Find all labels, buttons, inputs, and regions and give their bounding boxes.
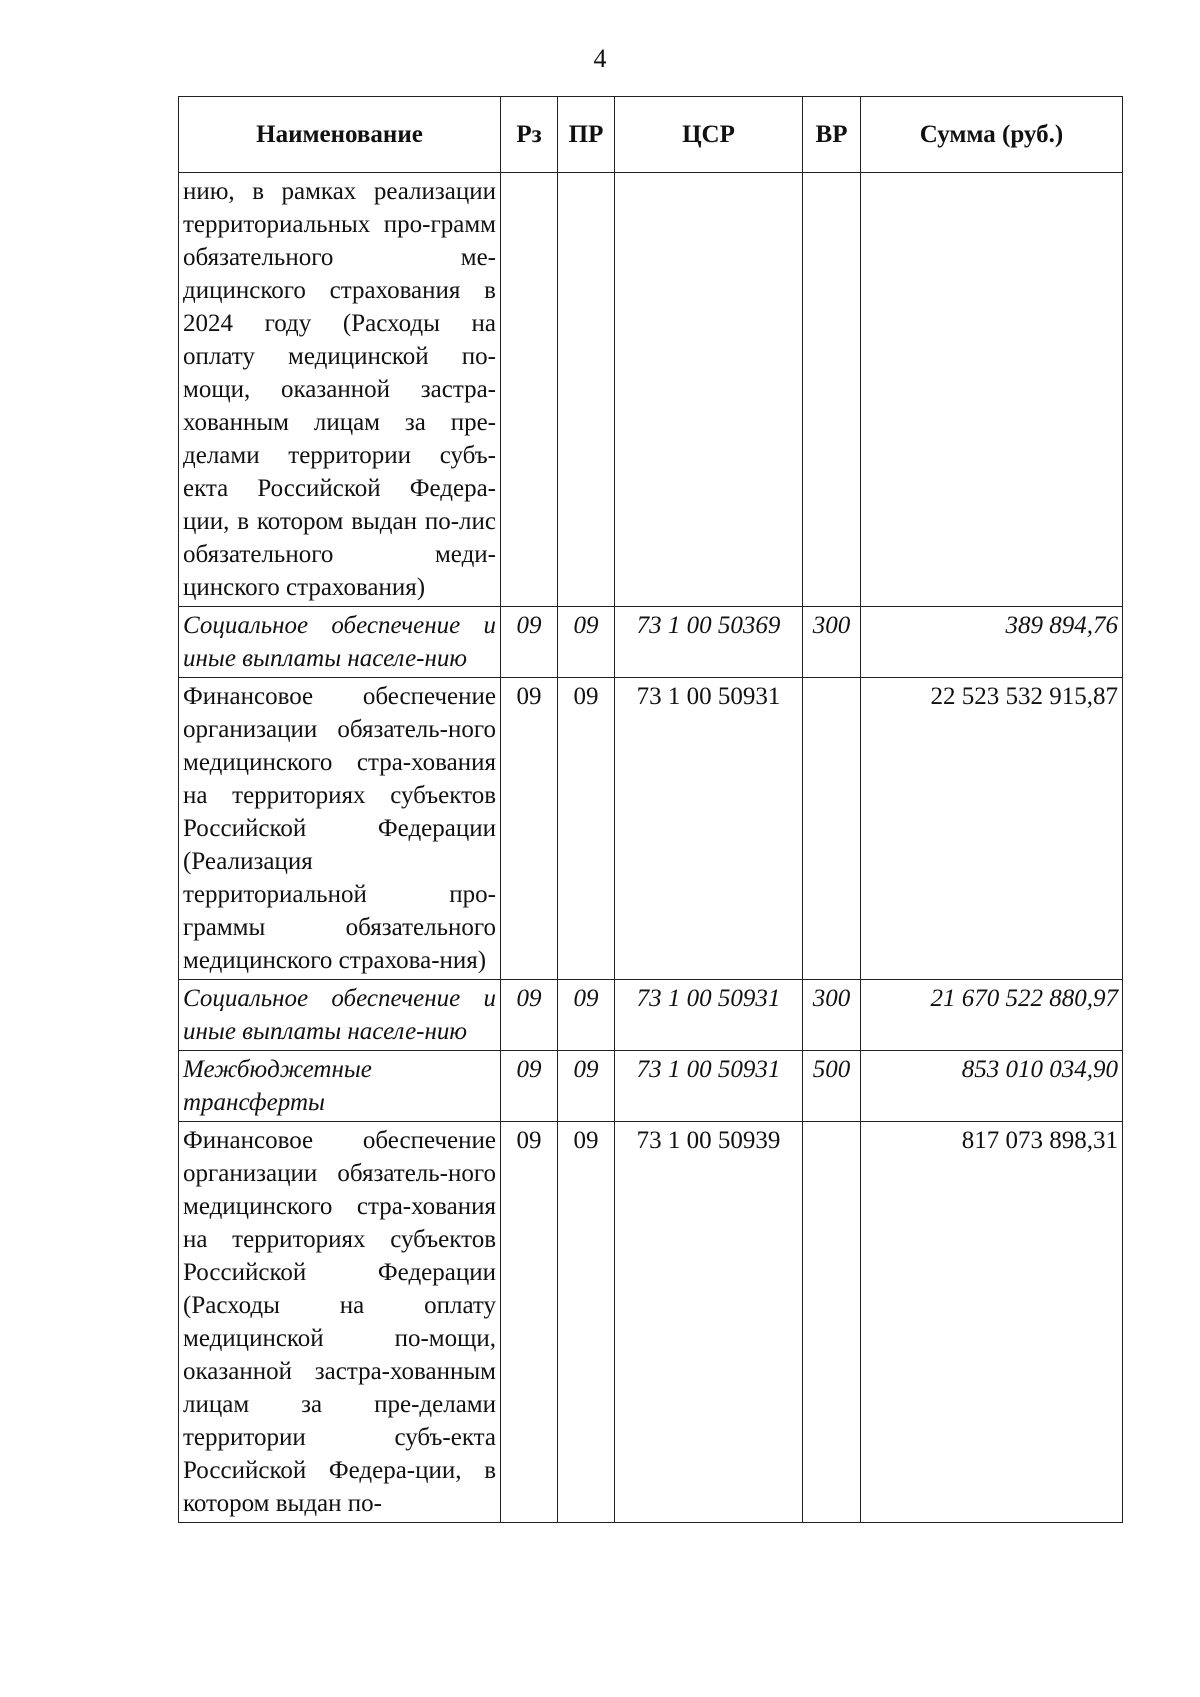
cell-pr: 09	[558, 980, 615, 1051]
cell-rz: 09	[501, 1122, 558, 1523]
cell-pr: 09	[558, 678, 615, 980]
header-csr: ЦСР	[615, 97, 803, 173]
cell-vr	[803, 678, 861, 980]
cell-rz: 09	[501, 607, 558, 678]
cell-name: Социальное обеспечение и иные выплаты населе-нию	[179, 607, 501, 678]
cell-sum: 21 670 522 880,97	[861, 980, 1123, 1051]
cell-name: Социальное обеспечение и иные выплаты населе-нию	[179, 980, 501, 1051]
table-row	[179, 173, 1123, 607]
cell-rz: 09	[501, 678, 558, 980]
page-number: 4	[593, 44, 607, 73]
cell-csr: 73 1 00 50931	[615, 1051, 803, 1122]
cell-csr: 73 1 00 50369	[615, 607, 803, 678]
cell-vr	[803, 173, 861, 607]
budget-table	[178, 96, 1123, 1523]
cell-sum: 22 523 532 915,87	[861, 678, 1123, 980]
cell-csr	[615, 173, 803, 607]
header-name: Наименование	[179, 97, 501, 173]
cell-rz	[501, 173, 558, 607]
table-row	[179, 1122, 1123, 1523]
table-row	[179, 607, 1123, 678]
header-sum: Сумма (руб.)	[861, 97, 1123, 173]
cell-name: Финансовое обеспечение организации обязатель-ного медицинского стра-хования на территориях субъектов Российской Федерации (Реализация территориальной про-граммы обязательного медицинского страхова-ния)	[179, 678, 501, 980]
table-row	[179, 980, 1123, 1051]
cell-name: Межбюджетные трансферты	[179, 1051, 501, 1122]
cell-pr: 09	[558, 1122, 615, 1523]
cell-rz: 09	[501, 980, 558, 1051]
cell-pr: 09	[558, 1051, 615, 1122]
cell-vr: 300	[803, 607, 861, 678]
cell-sum	[861, 173, 1123, 607]
cell-vr: 500	[803, 1051, 861, 1122]
cell-name: Финансовое обеспечение организации обязатель-ного медицинского стра-хования на территориях субъектов Российской Федерации (Расходы на оплату медицинской по-мощи, оказанной застра-хованным лицам за пре-делами территории субъ-екта Российской Федера-ции, в котором выдан по-	[179, 1122, 501, 1523]
cell-sum: 389 894,76	[861, 607, 1123, 678]
cell-vr: 300	[803, 980, 861, 1051]
cell-csr: 73 1 00 50931	[615, 980, 803, 1051]
cell-csr: 73 1 00 50931	[615, 678, 803, 980]
cell-sum: 817 073 898,31	[861, 1122, 1123, 1523]
cell-pr: 09	[558, 607, 615, 678]
header-rz: Рз	[501, 97, 558, 173]
table-row	[179, 1051, 1123, 1122]
cell-sum: 853 010 034,90	[861, 1051, 1123, 1122]
cell-vr	[803, 1122, 861, 1523]
header-pr: ПР	[558, 97, 615, 173]
header-vr: ВР	[803, 97, 861, 173]
cell-csr: 73 1 00 50939	[615, 1122, 803, 1523]
table-row	[179, 678, 1123, 980]
cell-name: нию, в рамках реализации территориальных про-грамм обязательного ме-дицинского страхования в 2024 году (Расходы на оплату медицинской по-мощи, оказанной застра-хованным лицам за пре-делами территории субъ-екта Российской Федера-ции, в котором выдан по-лис обязательного меди-цинского страхования)	[179, 173, 501, 607]
cell-pr	[558, 173, 615, 607]
table-header-row	[179, 97, 1123, 173]
cell-rz: 09	[501, 1051, 558, 1122]
